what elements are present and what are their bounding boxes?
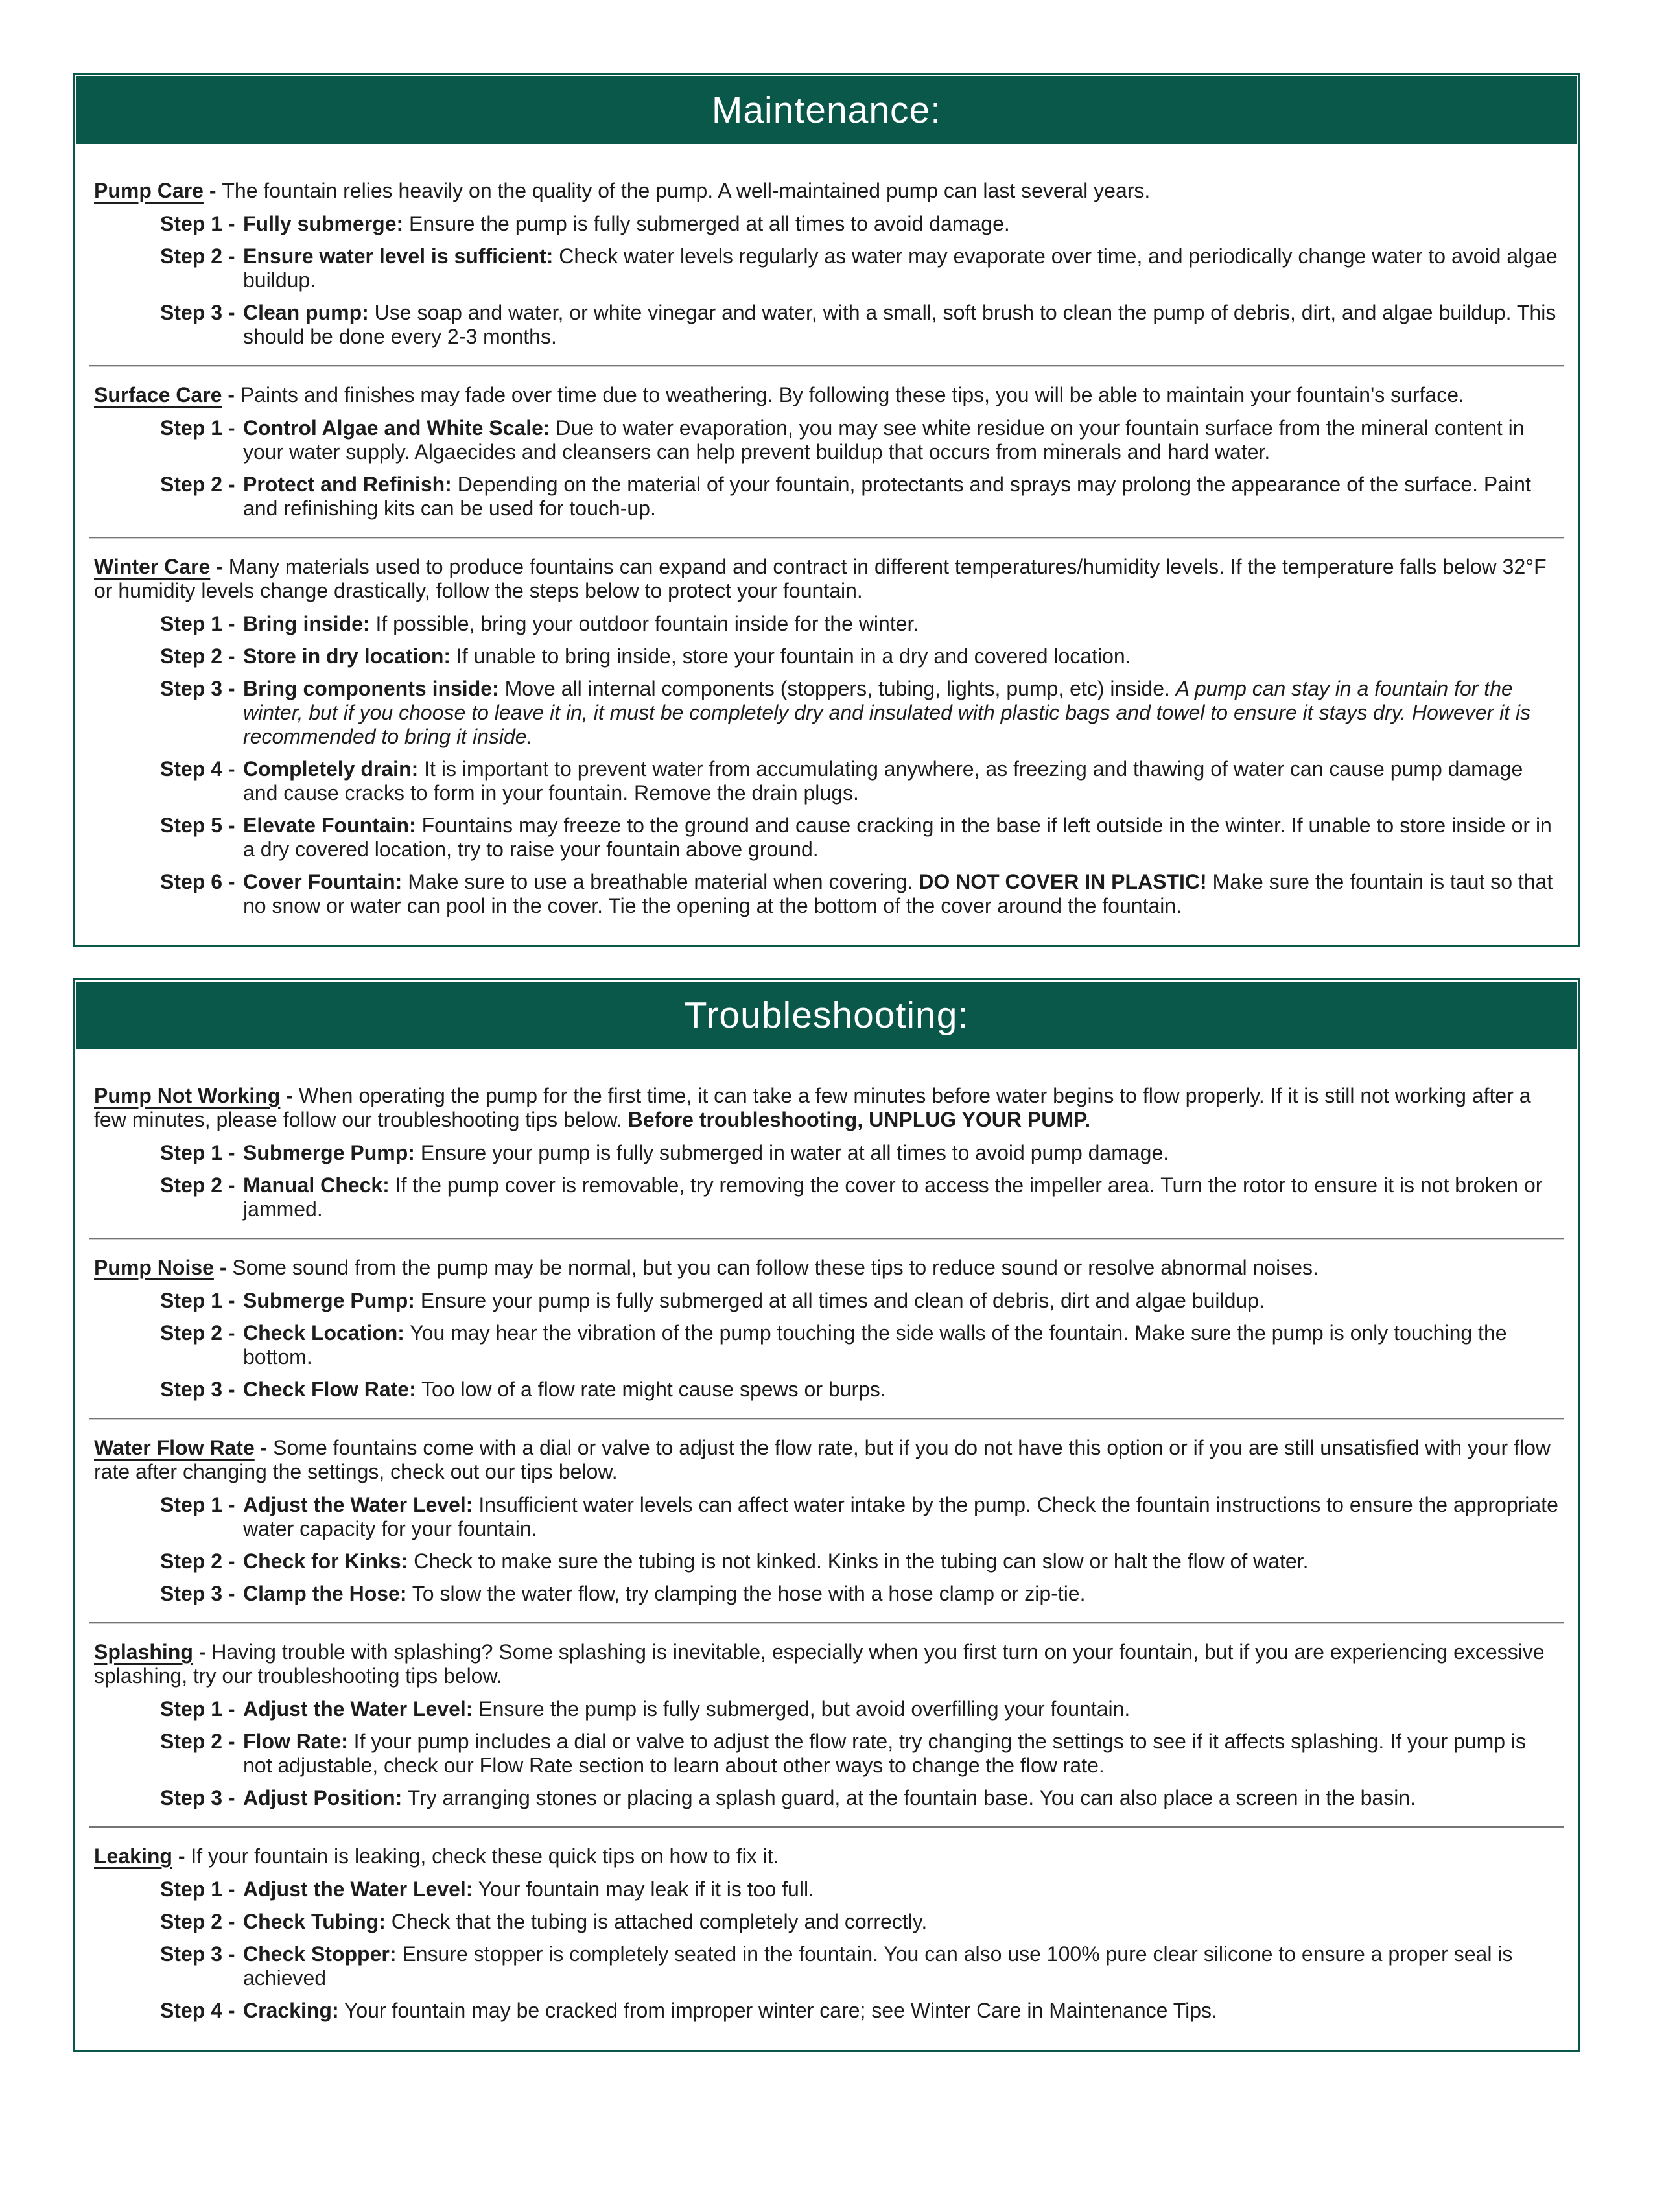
step-text: You may hear the vibration of the pump touching the side walls of the fountain. Make sure the pump is only touching the bottom. <box>243 1321 1507 1369</box>
section-intro-text: When operating the pump for the first time, it can take a few minutes before water begins to flow properly. If it is still not working after a few minutes, please follow our troubleshooting tips below. <box>94 1084 1531 1131</box>
group-pump-noise <box>94 1256 1559 1402</box>
section-intro-text: Having trouble with splashing? Some splashing is inevitable, especially when you first turn on your fountain, but if you are experiencing excessive splashing, try our troubleshooting tips below. <box>94 1640 1545 1688</box>
step-body <box>243 757 1559 805</box>
panel-content <box>75 144 1578 945</box>
section-intro <box>94 179 1559 203</box>
step-text: Too low of a flow rate might cause spews or burps. <box>416 1378 886 1401</box>
step-number: Step 4 - <box>160 757 235 781</box>
step-body <box>243 1289 1559 1313</box>
step-text-emphasis: DO NOT COVER IN PLASTIC! <box>919 870 1207 893</box>
step-text-after: Make sure the fountain is taut so that no snow or water can pool in the cover. Tie the opening at the bottom of the cover around the fountain. <box>243 870 1553 917</box>
heading-dash: - <box>280 1084 299 1107</box>
steps-list <box>94 612 1559 918</box>
step-label: Adjust the Water Level: <box>243 1493 473 1516</box>
section-intro-text: Paints and finishes may fade over time due to weathering. By following these tips, you will be able to maintain your fountain's surface. <box>240 383 1464 406</box>
section-intro <box>94 1084 1559 1132</box>
section-heading: Water Flow Rate <box>94 1436 255 1459</box>
step-body <box>243 1786 1559 1810</box>
step-row <box>160 244 1559 292</box>
step-number: Step 2 - <box>160 1173 235 1197</box>
step-number: Step 1 - <box>160 212 235 235</box>
step-text: Move all internal components (stoppers, tubing, lights, pump, etc) inside. <box>498 677 1176 700</box>
step-body <box>243 473 1559 521</box>
step-text: Due to water evaporation, you may see white residue on your fountain surface from the mineral content in your water supply. Algaecides and cleansers can help prevent buildup that occurs from minerals and hard water. <box>243 416 1525 464</box>
step-label: Cracking: <box>243 1999 339 2022</box>
step-number: Step 3 - <box>160 1378 235 1401</box>
step-label: Clean pump: <box>243 301 369 324</box>
section-intro-text: If your fountain is leaking, check these quick tips on how to fix it. <box>191 1844 779 1868</box>
step-number: Step 3 - <box>160 1942 235 1966</box>
step-number: Step 2 - <box>160 644 235 668</box>
step-label: Completely drain: <box>243 757 419 781</box>
step-text: Your fountain may be cracked from improper winter care; see Winter Care in Maintenance Tips. <box>338 1999 1217 2022</box>
step-label: Check Tubing: <box>243 1910 386 1933</box>
step-row <box>160 677 1559 749</box>
step-body <box>243 1730 1559 1778</box>
group-leaking <box>94 1844 1559 2023</box>
step-body <box>243 1877 1559 1901</box>
panel-title-bar-maintenance <box>76 76 1577 144</box>
step-text: Try arranging stones or placing a splash guard, at the fountain base. You can also place a screen in the basin. <box>402 1786 1416 1809</box>
step-label: Adjust the Water Level: <box>243 1877 473 1901</box>
step-text: If unable to bring inside, store your fountain in a dry and covered location. <box>451 644 1131 668</box>
heading-dash: - <box>222 383 240 406</box>
step-text: If your pump includes a dial or valve to adjust the flow rate, try changing the settings to see if it affects splashing. If your pump is not adjustable, check our Flow Rate section to learn about other ways to change the flow rate. <box>243 1730 1527 1777</box>
step-body <box>243 870 1559 918</box>
step-row <box>160 1173 1559 1221</box>
steps-list <box>94 1289 1559 1402</box>
step-number: Step 2 - <box>160 473 235 496</box>
step-row <box>160 1786 1559 1810</box>
step-label: Control Algae and White Scale: <box>243 416 550 440</box>
section-intro <box>94 1844 1559 1868</box>
section-intro-text: The fountain relies heavily on the quality of the pump. A well-maintained pump can last several years. <box>222 179 1151 202</box>
step-number: Step 1 - <box>160 1493 235 1516</box>
step-number: Step 6 - <box>160 870 235 893</box>
group-water-flow-rate <box>94 1436 1559 1606</box>
step-row <box>160 757 1559 805</box>
step-number: Step 3 - <box>160 301 235 324</box>
heading-dash: - <box>172 1844 191 1868</box>
heading-dash: - <box>254 1436 274 1459</box>
group-pump-care <box>94 179 1559 349</box>
step-body <box>243 1582 1559 1606</box>
group-pump-not-working <box>94 1084 1559 1221</box>
step-number: Step 2 - <box>160 1321 235 1345</box>
section-divider <box>89 365 1564 367</box>
section-intro-text: Some fountains come with a dial or valve to adjust the flow rate, but if you do not have this option or if you are still unsatisfied with your flow rate after changing the settings, check out our tips below. <box>94 1436 1551 1483</box>
step-body <box>243 1549 1559 1573</box>
step-label: Elevate Fountain: <box>243 814 416 837</box>
step-number: Step 1 - <box>160 1141 235 1164</box>
step-text: Check water levels regularly as water may evaporate over time, and periodically change water to avoid algae buildup. <box>243 244 1558 292</box>
step-number: Step 2 - <box>160 1910 235 1933</box>
step-body <box>243 677 1559 749</box>
section-divider <box>89 1622 1564 1624</box>
step-text: Your fountain may leak if it is too full. <box>473 1877 814 1901</box>
step-label: Flow Rate: <box>243 1730 348 1753</box>
step-number: Step 4 - <box>160 1999 235 2022</box>
step-body <box>243 644 1559 668</box>
step-row <box>160 1378 1559 1402</box>
step-row <box>160 1730 1559 1778</box>
steps-list <box>94 416 1559 521</box>
step-text: Ensure stopper is completely seated in the fountain. You can also use 100% pure clear silicone to ensure a proper seal is achieved <box>243 1942 1513 1990</box>
step-body <box>243 1173 1559 1221</box>
section-intro <box>94 1256 1559 1280</box>
panel-title: Maintenance: <box>711 89 942 131</box>
step-text: Make sure to use a breathable material when covering. <box>402 870 919 893</box>
step-number: Step 1 - <box>160 1289 235 1312</box>
panel-maintenance <box>73 73 1580 947</box>
section-intro-strong: Before troubleshooting, UNPLUG YOUR PUMP. <box>627 1108 1091 1131</box>
step-text: Depending on the material of your fountain, protectants and sprays may prolong the appearance of the surface. Paint and refinishing kits can be used for touch-up. <box>243 473 1531 520</box>
step-text: If possible, bring your outdoor fountain inside for the winter. <box>369 612 919 635</box>
section-heading: Winter Care <box>94 555 211 578</box>
step-text: Insufficient water levels can affect water intake by the pump. Check the fountain instructions to ensure the appropriate water capacity for your fountain. <box>243 1493 1558 1540</box>
heading-dash: - <box>210 555 229 578</box>
group-splashing <box>94 1640 1559 1810</box>
section-intro <box>94 555 1559 603</box>
section-heading: Pump Not Working <box>94 1084 281 1107</box>
step-number: Step 5 - <box>160 814 235 837</box>
step-body <box>243 212 1559 236</box>
panel-troubleshooting <box>73 978 1580 2052</box>
step-label: Check Stopper: <box>243 1942 397 1966</box>
document-page <box>0 73 1653 2212</box>
heading-dash: - <box>193 1640 212 1664</box>
step-row <box>160 1910 1559 1934</box>
step-row <box>160 1697 1559 1721</box>
step-body <box>243 416 1559 464</box>
steps-list <box>94 1141 1559 1221</box>
step-body <box>243 301 1559 349</box>
section-heading: Leaking <box>94 1844 172 1868</box>
step-number: Step 1 - <box>160 612 235 635</box>
step-label: Ensure water level is sufficient: <box>243 244 554 268</box>
step-row <box>160 1582 1559 1606</box>
step-body <box>243 1378 1559 1402</box>
step-label: Adjust the Water Level: <box>243 1697 473 1721</box>
step-row <box>160 1877 1559 1901</box>
step-row <box>160 1141 1559 1165</box>
steps-list <box>94 1493 1559 1606</box>
step-body <box>243 612 1559 636</box>
step-row <box>160 416 1559 464</box>
section-divider <box>89 1238 1564 1240</box>
step-body <box>243 1697 1559 1721</box>
step-label: Cover Fountain: <box>243 870 403 893</box>
step-text-italic: A pump can stay in a fountain for the winter, but if you choose to leave it in, it must be completely dry and insulated with plastic bags and towel to ensure it stays dry. However it is recommended to bring it inside. <box>243 677 1531 748</box>
panel-content <box>75 1049 1578 2050</box>
step-row <box>160 301 1559 349</box>
step-label: Protect and Refinish: <box>243 473 452 496</box>
panel-title-bar-troubleshooting <box>76 982 1577 1049</box>
step-row <box>160 1999 1559 2023</box>
panel-title: Troubleshooting: <box>684 994 969 1036</box>
step-row <box>160 612 1559 636</box>
section-intro <box>94 1640 1559 1688</box>
step-label: Check for Kinks: <box>243 1549 408 1573</box>
step-row <box>160 644 1559 668</box>
section-divider <box>89 1826 1564 1828</box>
section-heading: Pump Noise <box>94 1256 214 1279</box>
step-label: Check Location: <box>243 1321 404 1345</box>
steps-list <box>94 1697 1559 1810</box>
step-row <box>160 1289 1559 1313</box>
step-label: Check Flow Rate: <box>243 1378 416 1401</box>
step-row <box>160 870 1559 918</box>
step-label: Submerge Pump: <box>243 1141 415 1164</box>
step-text: To slow the water flow, try clamping the hose with a hose clamp or zip-tie. <box>406 1582 1086 1605</box>
group-surface-care <box>94 383 1559 521</box>
step-label: Fully submerge: <box>243 212 404 235</box>
step-body <box>243 1999 1559 2023</box>
step-number: Step 3 - <box>160 1786 235 1809</box>
step-text: It is important to prevent water from accumulating anywhere, as freezing and thawing of water can cause pump damage and cause cracks to form in your fountain. Remove the drain plugs. <box>243 757 1523 805</box>
step-label: Manual Check: <box>243 1173 390 1197</box>
step-number: Step 2 - <box>160 244 235 268</box>
steps-list <box>94 212 1559 349</box>
step-text: Fountains may freeze to the ground and cause cracking in the base if left outside in the winter. If unable to store inside or in a dry covered location, try to raise your fountain above ground. <box>243 814 1552 861</box>
step-row <box>160 1942 1559 1990</box>
step-label: Bring inside: <box>243 612 370 635</box>
step-body <box>243 1321 1559 1369</box>
step-body <box>243 1910 1559 1934</box>
section-intro-text: Many materials used to produce fountains can expand and contract in different temperatures/humidity levels. If the temperature falls below 32°F or humidity levels change drastically, follow the steps below to protect your fountain. <box>94 555 1547 602</box>
step-row <box>160 1549 1559 1573</box>
step-row <box>160 212 1559 236</box>
steps-list <box>94 1877 1559 2023</box>
step-text: If the pump cover is removable, try removing the cover to access the impeller area. Turn the rotor to ensure it is not broken or jammed. <box>243 1173 1543 1221</box>
step-number: Step 2 - <box>160 1549 235 1573</box>
step-number: Step 1 - <box>160 1877 235 1901</box>
step-number: Step 3 - <box>160 1582 235 1605</box>
step-label: Submerge Pump: <box>243 1289 415 1312</box>
heading-dash: - <box>203 179 222 202</box>
step-label: Store in dry location: <box>243 644 451 668</box>
step-body <box>243 1493 1559 1541</box>
step-text: Ensure the pump is fully submerged at all times to avoid damage. <box>403 212 1010 235</box>
step-label: Adjust Position: <box>243 1786 403 1809</box>
panels-container <box>0 73 1653 2052</box>
step-body <box>243 1141 1559 1165</box>
step-body <box>243 814 1559 862</box>
step-number: Step 3 - <box>160 677 235 700</box>
step-text: Ensure your pump is fully submerged in water at all times to avoid pump damage. <box>414 1141 1169 1164</box>
section-intro <box>94 1436 1559 1484</box>
step-label: Clamp the Hose: <box>243 1582 407 1605</box>
section-divider <box>89 537 1564 539</box>
step-number: Step 2 - <box>160 1730 235 1753</box>
section-heading: Pump Care <box>94 179 204 202</box>
step-number: Step 1 - <box>160 416 235 440</box>
step-text: Check that the tubing is attached completely and correctly. <box>385 1910 928 1933</box>
step-label: Bring components inside: <box>243 677 499 700</box>
step-text: Check to make sure the tubing is not kinked. Kinks in the tubing can slow or halt the flow of water. <box>408 1549 1309 1573</box>
step-text: Ensure your pump is fully submerged at all times and clean of debris, dirt and algae buildup. <box>414 1289 1265 1312</box>
step-row <box>160 1321 1559 1369</box>
step-body <box>243 1942 1559 1990</box>
heading-dash: - <box>213 1256 233 1279</box>
step-number: Step 1 - <box>160 1697 235 1721</box>
section-heading: Splashing <box>94 1640 193 1664</box>
group-winter-care <box>94 555 1559 918</box>
section-divider <box>89 1418 1564 1420</box>
step-body <box>243 244 1559 292</box>
section-intro-text: Some sound from the pump may be normal, but you can follow these tips to reduce sound or resolve abnormal noises. <box>232 1256 1319 1279</box>
step-row <box>160 814 1559 862</box>
section-intro <box>94 383 1559 407</box>
step-row <box>160 473 1559 521</box>
step-row <box>160 1493 1559 1541</box>
step-text: Ensure the pump is fully submerged, but avoid overfilling your fountain. <box>473 1697 1131 1721</box>
step-text: Use soap and water, or white vinegar and water, with a small, soft brush to clean the pump of debris, dirt, and algae buildup. This should be done every 2-3 months. <box>243 301 1556 348</box>
section-heading: Surface Care <box>94 383 222 406</box>
